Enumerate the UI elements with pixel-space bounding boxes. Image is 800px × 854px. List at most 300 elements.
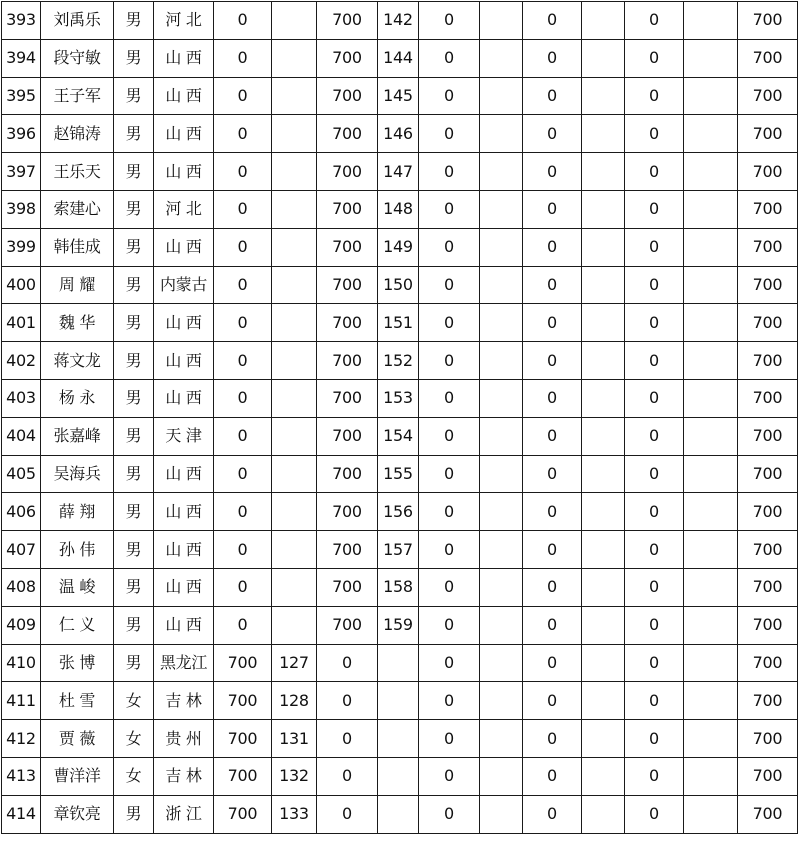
name-cell: 张 博: [41, 644, 114, 682]
rank-cell: [582, 228, 625, 266]
table-row: [2, 115, 798, 153]
rank-cell: [582, 77, 625, 115]
table-row: [2, 720, 798, 758]
rank-cell: [684, 379, 738, 417]
value-cell: 0: [419, 266, 480, 304]
value-cell: 0: [214, 39, 272, 77]
value-cell: 0: [419, 379, 480, 417]
gender-cell: 女: [114, 757, 154, 795]
value-cell: 0: [317, 795, 378, 833]
value-cell: 0: [625, 606, 684, 644]
rank-cell: [582, 644, 625, 682]
value-cell: 700: [317, 493, 378, 531]
name-cell: 杜 雪: [41, 682, 114, 720]
rank-cell: [272, 266, 317, 304]
rank-cell: [480, 379, 523, 417]
rank-cell: [480, 644, 523, 682]
rank-cell: [272, 228, 317, 266]
total-cell: 700: [738, 153, 798, 191]
value-cell: 0: [214, 228, 272, 266]
rank-cell: 157: [378, 531, 419, 569]
rank-cell: [480, 228, 523, 266]
table-row: [2, 228, 798, 266]
rank-cell: [480, 493, 523, 531]
total-cell: 700: [738, 568, 798, 606]
value-cell: 0: [523, 39, 582, 77]
value-cell: 700: [317, 531, 378, 569]
rank-cell: 145: [378, 77, 419, 115]
province-cell: 黑龙江: [154, 644, 214, 682]
value-cell: 0: [419, 39, 480, 77]
rank-cell: [684, 455, 738, 493]
value-cell: 0: [625, 417, 684, 455]
province-cell: 山 西: [154, 342, 214, 380]
rank-cell: 146: [378, 115, 419, 153]
province-cell: 浙 江: [154, 795, 214, 833]
serial-cell: 393: [2, 2, 41, 40]
gender-cell: 男: [114, 266, 154, 304]
name-cell: 曹洋洋: [41, 757, 114, 795]
rank-cell: [582, 720, 625, 758]
gender-cell: 女: [114, 682, 154, 720]
rank-cell: 150: [378, 266, 419, 304]
gender-cell: 男: [114, 39, 154, 77]
rank-cell: [480, 342, 523, 380]
name-cell: 韩佳成: [41, 228, 114, 266]
serial-cell: 395: [2, 77, 41, 115]
serial-cell: 401: [2, 304, 41, 342]
rank-cell: [480, 77, 523, 115]
gender-cell: 男: [114, 379, 154, 417]
rank-cell: [272, 153, 317, 191]
value-cell: 0: [625, 2, 684, 40]
value-cell: 0: [523, 493, 582, 531]
rank-cell: [480, 304, 523, 342]
rank-cell: [378, 644, 419, 682]
value-cell: 0: [419, 682, 480, 720]
value-cell: 0: [523, 190, 582, 228]
value-cell: 0: [523, 2, 582, 40]
rank-cell: [684, 682, 738, 720]
rank-cell: 154: [378, 417, 419, 455]
province-cell: 山 西: [154, 379, 214, 417]
gender-cell: 男: [114, 228, 154, 266]
rank-cell: [378, 757, 419, 795]
rank-cell: [582, 606, 625, 644]
rank-cell: [480, 531, 523, 569]
value-cell: 0: [625, 644, 684, 682]
rank-cell: [378, 795, 419, 833]
value-cell: 0: [625, 455, 684, 493]
value-cell: 0: [214, 455, 272, 493]
table-row: [2, 493, 798, 531]
serial-cell: 414: [2, 795, 41, 833]
rank-cell: [480, 190, 523, 228]
rank-cell: [684, 795, 738, 833]
name-cell: 索建心: [41, 190, 114, 228]
name-cell: 吴海兵: [41, 455, 114, 493]
table-row: [2, 379, 798, 417]
serial-cell: 411: [2, 682, 41, 720]
value-cell: 0: [419, 720, 480, 758]
value-cell: 0: [419, 115, 480, 153]
province-cell: 山 西: [154, 228, 214, 266]
value-cell: 0: [214, 342, 272, 380]
total-cell: 700: [738, 266, 798, 304]
gender-cell: 男: [114, 531, 154, 569]
serial-cell: 409: [2, 606, 41, 644]
total-cell: 700: [738, 455, 798, 493]
value-cell: 700: [214, 757, 272, 795]
rank-cell: [272, 606, 317, 644]
value-cell: 700: [317, 417, 378, 455]
rank-cell: [582, 342, 625, 380]
rank-cell: [582, 682, 625, 720]
rank-cell: [582, 39, 625, 77]
value-cell: 0: [625, 304, 684, 342]
rank-cell: [684, 304, 738, 342]
province-cell: 河 北: [154, 190, 214, 228]
province-cell: 山 西: [154, 115, 214, 153]
value-cell: 0: [214, 606, 272, 644]
total-cell: 700: [738, 39, 798, 77]
rank-cell: [480, 153, 523, 191]
value-cell: 0: [523, 568, 582, 606]
table-row: [2, 39, 798, 77]
total-cell: 700: [738, 2, 798, 40]
value-cell: 0: [214, 493, 272, 531]
province-cell: 山 西: [154, 39, 214, 77]
province-cell: 山 西: [154, 455, 214, 493]
rank-cell: [272, 190, 317, 228]
value-cell: 0: [523, 455, 582, 493]
name-cell: 王乐天: [41, 153, 114, 191]
rank-cell: [684, 228, 738, 266]
value-cell: 0: [523, 304, 582, 342]
rank-cell: 132: [272, 757, 317, 795]
gender-cell: 男: [114, 606, 154, 644]
value-cell: 700: [317, 2, 378, 40]
value-cell: 700: [214, 644, 272, 682]
rank-cell: 151: [378, 304, 419, 342]
rank-cell: [684, 644, 738, 682]
rank-cell: [272, 39, 317, 77]
value-cell: 700: [317, 153, 378, 191]
rank-cell: [272, 77, 317, 115]
gender-cell: 男: [114, 153, 154, 191]
name-cell: 魏 华: [41, 304, 114, 342]
rank-cell: 144: [378, 39, 419, 77]
value-cell: 0: [625, 266, 684, 304]
rank-cell: [272, 304, 317, 342]
value-cell: 0: [523, 720, 582, 758]
serial-cell: 410: [2, 644, 41, 682]
value-cell: 0: [419, 757, 480, 795]
serial-cell: 400: [2, 266, 41, 304]
value-cell: 0: [625, 228, 684, 266]
value-cell: 0: [419, 2, 480, 40]
table-row: [2, 644, 798, 682]
value-cell: 0: [214, 190, 272, 228]
serial-cell: 403: [2, 379, 41, 417]
gender-cell: 男: [114, 644, 154, 682]
value-cell: 0: [523, 795, 582, 833]
table-row: [2, 190, 798, 228]
rank-cell: [684, 757, 738, 795]
rank-cell: [582, 153, 625, 191]
serial-cell: 405: [2, 455, 41, 493]
name-cell: 章钦亮: [41, 795, 114, 833]
total-cell: 700: [738, 720, 798, 758]
gender-cell: 女: [114, 720, 154, 758]
value-cell: 0: [625, 115, 684, 153]
value-cell: 0: [214, 304, 272, 342]
value-cell: 0: [419, 568, 480, 606]
value-cell: 0: [523, 417, 582, 455]
table-row: [2, 606, 798, 644]
total-cell: 700: [738, 190, 798, 228]
rank-cell: 153: [378, 379, 419, 417]
value-cell: 0: [523, 606, 582, 644]
gender-cell: 男: [114, 115, 154, 153]
province-cell: 山 西: [154, 568, 214, 606]
rank-cell: 131: [272, 720, 317, 758]
serial-cell: 396: [2, 115, 41, 153]
value-cell: 700: [317, 304, 378, 342]
rank-cell: 133: [272, 795, 317, 833]
value-cell: 0: [625, 342, 684, 380]
value-cell: 0: [419, 77, 480, 115]
value-cell: 700: [214, 682, 272, 720]
province-cell: 贵 州: [154, 720, 214, 758]
value-cell: 0: [625, 568, 684, 606]
serial-cell: 408: [2, 568, 41, 606]
gender-cell: 男: [114, 304, 154, 342]
serial-cell: 412: [2, 720, 41, 758]
rank-cell: [480, 795, 523, 833]
rank-cell: [582, 757, 625, 795]
rank-cell: [684, 531, 738, 569]
province-cell: 吉 林: [154, 757, 214, 795]
total-cell: 700: [738, 795, 798, 833]
value-cell: 0: [625, 39, 684, 77]
table-row: [2, 568, 798, 606]
name-cell: 仁 义: [41, 606, 114, 644]
gender-cell: 男: [114, 795, 154, 833]
value-cell: 0: [214, 2, 272, 40]
value-cell: 0: [523, 379, 582, 417]
name-cell: 王子军: [41, 77, 114, 115]
name-cell: 周 耀: [41, 266, 114, 304]
table-body: [2, 2, 798, 834]
value-cell: 0: [317, 757, 378, 795]
rank-cell: [582, 115, 625, 153]
rank-cell: [272, 568, 317, 606]
table-row: [2, 682, 798, 720]
rank-cell: [480, 606, 523, 644]
value-cell: 700: [317, 190, 378, 228]
name-cell: 贾 薇: [41, 720, 114, 758]
rank-cell: [582, 190, 625, 228]
value-cell: 0: [214, 531, 272, 569]
value-cell: 0: [523, 115, 582, 153]
serial-cell: 397: [2, 153, 41, 191]
province-cell: 山 西: [154, 77, 214, 115]
rank-cell: 158: [378, 568, 419, 606]
value-cell: 0: [625, 757, 684, 795]
table-row: [2, 153, 798, 191]
rank-cell: 159: [378, 606, 419, 644]
total-cell: 700: [738, 115, 798, 153]
rank-cell: 149: [378, 228, 419, 266]
value-cell: 700: [214, 795, 272, 833]
gender-cell: 男: [114, 190, 154, 228]
rank-cell: [480, 682, 523, 720]
table-row: [2, 2, 798, 40]
value-cell: 0: [523, 682, 582, 720]
rank-cell: [272, 342, 317, 380]
table-row: [2, 455, 798, 493]
rank-cell: [582, 304, 625, 342]
value-cell: 0: [523, 228, 582, 266]
rank-cell: [480, 115, 523, 153]
province-cell: 山 西: [154, 493, 214, 531]
value-cell: 0: [419, 228, 480, 266]
gender-cell: 男: [114, 342, 154, 380]
rank-cell: [272, 493, 317, 531]
gender-cell: 男: [114, 493, 154, 531]
value-cell: 0: [419, 190, 480, 228]
value-cell: 0: [419, 493, 480, 531]
serial-cell: 406: [2, 493, 41, 531]
rank-cell: [272, 2, 317, 40]
rank-cell: 147: [378, 153, 419, 191]
name-cell: 赵锦涛: [41, 115, 114, 153]
rank-cell: 148: [378, 190, 419, 228]
rank-cell: [378, 720, 419, 758]
total-cell: 700: [738, 606, 798, 644]
value-cell: 0: [625, 153, 684, 191]
rank-cell: [582, 568, 625, 606]
value-cell: 700: [317, 379, 378, 417]
table-row: [2, 304, 798, 342]
table-row: [2, 77, 798, 115]
value-cell: 0: [419, 531, 480, 569]
province-cell: 内蒙古: [154, 266, 214, 304]
rank-cell: [684, 266, 738, 304]
total-cell: 700: [738, 304, 798, 342]
rank-cell: [272, 115, 317, 153]
table-row: [2, 417, 798, 455]
rank-cell: [684, 115, 738, 153]
value-cell: 700: [317, 606, 378, 644]
total-cell: 700: [738, 757, 798, 795]
rank-cell: 156: [378, 493, 419, 531]
value-cell: 0: [214, 153, 272, 191]
total-cell: 700: [738, 228, 798, 266]
value-cell: 0: [419, 644, 480, 682]
serial-cell: 398: [2, 190, 41, 228]
value-cell: 0: [625, 682, 684, 720]
value-cell: 0: [214, 115, 272, 153]
gender-cell: 男: [114, 417, 154, 455]
gender-cell: 男: [114, 77, 154, 115]
name-cell: 张嘉峰: [41, 417, 114, 455]
value-cell: 0: [214, 379, 272, 417]
value-cell: 700: [317, 568, 378, 606]
value-cell: 700: [317, 77, 378, 115]
rank-cell: [272, 417, 317, 455]
name-cell: 孙 伟: [41, 531, 114, 569]
province-cell: 山 西: [154, 153, 214, 191]
total-cell: 700: [738, 77, 798, 115]
value-cell: 700: [317, 228, 378, 266]
rank-cell: [684, 342, 738, 380]
value-cell: 0: [625, 795, 684, 833]
value-cell: 0: [625, 531, 684, 569]
total-cell: 700: [738, 531, 798, 569]
rank-cell: [480, 2, 523, 40]
rank-cell: [480, 266, 523, 304]
rank-cell: [684, 493, 738, 531]
rank-cell: 127: [272, 644, 317, 682]
serial-cell: 402: [2, 342, 41, 380]
value-cell: 0: [523, 342, 582, 380]
table-row: [2, 342, 798, 380]
province-cell: 山 西: [154, 606, 214, 644]
serial-cell: 407: [2, 531, 41, 569]
rank-cell: [582, 417, 625, 455]
name-cell: 蒋文龙: [41, 342, 114, 380]
value-cell: 0: [523, 757, 582, 795]
value-cell: 0: [625, 77, 684, 115]
table-row: [2, 795, 798, 833]
rank-cell: [684, 606, 738, 644]
province-cell: 山 西: [154, 531, 214, 569]
value-cell: 0: [523, 266, 582, 304]
value-cell: 700: [317, 455, 378, 493]
rank-cell: [684, 2, 738, 40]
value-cell: 0: [419, 304, 480, 342]
value-cell: 0: [419, 153, 480, 191]
rank-cell: [378, 682, 419, 720]
name-cell: 杨 永: [41, 379, 114, 417]
results-table: [1, 1, 798, 834]
total-cell: 700: [738, 417, 798, 455]
value-cell: 0: [214, 266, 272, 304]
rank-cell: 152: [378, 342, 419, 380]
rank-cell: [480, 757, 523, 795]
value-cell: 0: [419, 417, 480, 455]
rank-cell: [684, 568, 738, 606]
total-cell: 700: [738, 379, 798, 417]
value-cell: 0: [317, 682, 378, 720]
rank-cell: 155: [378, 455, 419, 493]
name-cell: 段守敏: [41, 39, 114, 77]
rank-cell: [272, 531, 317, 569]
gender-cell: 男: [114, 2, 154, 40]
province-cell: 吉 林: [154, 682, 214, 720]
value-cell: 0: [625, 379, 684, 417]
value-cell: 0: [523, 77, 582, 115]
value-cell: 700: [317, 266, 378, 304]
rank-cell: [480, 720, 523, 758]
value-cell: 700: [317, 342, 378, 380]
rank-cell: [684, 39, 738, 77]
table-row: [2, 531, 798, 569]
rank-cell: 128: [272, 682, 317, 720]
total-cell: 700: [738, 682, 798, 720]
